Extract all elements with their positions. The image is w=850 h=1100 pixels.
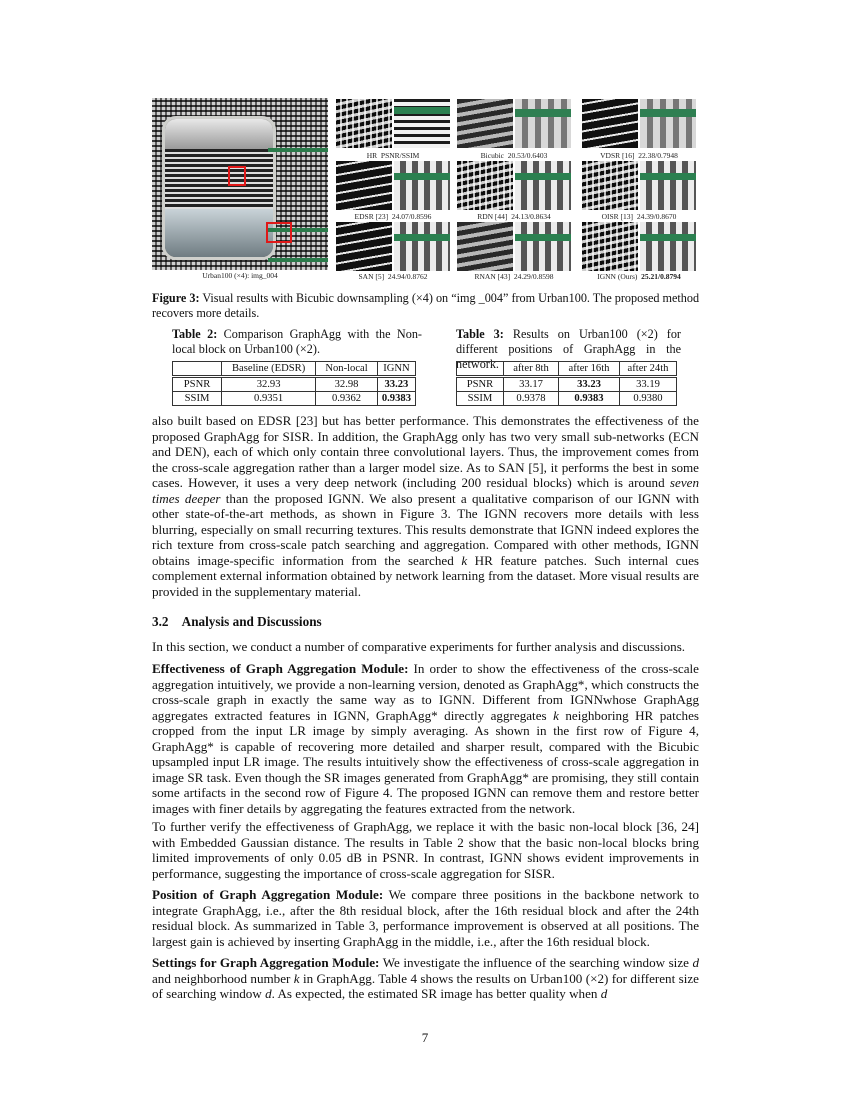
patch-vdsr-green: [640, 99, 696, 148]
panel-caption-oisr: OISR [13] 24.39/0.8670: [601, 212, 677, 221]
table-cell: 0.9362: [316, 392, 378, 406]
table-cell-best: 0.9383: [559, 392, 620, 406]
overview-caption: Urban100 (×4): img_004: [202, 271, 278, 280]
paragraph-position: Position of Graph Aggregation Module: We compare three positions in the backbone network to integrate GraphAgg, i.e., after the 8th residual block, after the 16th residual block and after the 24th residual block. As summarized in Table 3, performance improvement is observed at all positions. The largest gain is achieved by inserting GraphAgg in the middle, i.e., after the 16th residual block.: [152, 887, 699, 949]
patch-san-texture: [336, 222, 392, 271]
patch-oisr-texture: [582, 161, 638, 210]
patch-ignn-texture: [582, 222, 638, 271]
table-cell: 32.93: [222, 377, 316, 392]
panel-caption-rdn: RDN [44] 24.13/0.8634: [477, 212, 551, 221]
paragraph-results: also built based on EDSR [23] but has better performance. This demonstrates the effectiveness of the proposed GraphAgg for SISR. In addition, the GraphAgg only has two very small sub-networks (ECN and DEN), each of which only contain three convolutional layers. Thus, the improvement comes from the cross-scale aggregation rather than a larger model size. As to SAN [5], it performs the best in some cases. However, it uses a very deep network (including 200 residual blocks) which is around seven times deeper than the proposed IGNN. We also present a qualitative comparison of our IGNN with other state-of-the-art methods, as shown in Figure 3. The IGNN recovers more details with less blurring, especially on small recurring textures. This results demonstrate that IGNN indeed explores the rich texture from cross-scale patch searching and aggregation. Compared with other methods, IGNN obtains image-specific information from the searched k HR feature patches. Such internal cues complement external information obtained by network learning from the dataset. More visual results are provided in the supplementary material.: [152, 413, 699, 599]
row-label: PSNR: [457, 377, 504, 392]
patch-oisr-green: [640, 161, 696, 210]
table-header-cell: IGNN: [377, 362, 415, 377]
table-row: [457, 392, 677, 406]
patch-bicubic-green: [515, 99, 571, 148]
panel-caption-hr: HR PSNR/SSIM: [366, 151, 420, 160]
table-header-cell: after 8th: [504, 362, 559, 377]
table-header-cell: after 24th: [620, 362, 677, 377]
table-cell: 32.98: [316, 377, 378, 392]
patch-rnan-green: [515, 222, 571, 271]
paragraph-effectiveness: Effectiveness of Graph Aggregation Module: In order to show the effectiveness of the cross-scale aggregation intuitively, we provide a non-learning version, denoted as GraphAgg*, which constructs the cross-scale graph in exactly the same way as to IGNN. Different from IGNNwhose GraphAgg aggregates extracted features in IGNN, GraphAgg* directly aggregates k neighboring HR patches cropped from the input LR image by simply averaging. As shown in the first row of Figure 4, GraphAgg* is capable of recovering more detailed and sharper result, compared with the Bicubic upsampled input LR image. The results intuitively show the effectiveness of cross-scale aggregation in image SR task. Even though the SR images generated from GraphAgg* are promising, they still contain some artifacts in the second row of Figure 4. The proposed IGNN can remove them and restore better images with finer details by aggregating the features extracted from the network.: [152, 661, 699, 816]
patch-bicubic-texture: [457, 99, 513, 148]
paragraph-intro: In this section, we conduct a number of comparative experiments for further analysis and discussions.: [152, 639, 686, 654]
patch-rnan-texture: [457, 222, 513, 271]
table-cell: 0.9380: [620, 392, 677, 406]
table-cell: 33.17: [504, 377, 559, 392]
table-cell-best: 33.23: [559, 377, 620, 392]
patch-vdsr-texture: [582, 99, 638, 148]
paragraph-nonlocal: To further verify the effectiveness of GraphAgg, we replace it with the basic non-local block [36, 24] with Embedded Gaussian distance. The results in Table 2 show that the basic non-local blocks bring limited improvements of only 0.05 dB in PSNR. In contrast, IGNN shows evident improvements in performance, suggesting the importance of cross-scale aggregation for SISR.: [152, 819, 699, 881]
table-cell: 0.9378: [504, 392, 559, 406]
table-3: [456, 361, 677, 406]
table-header-cell: [457, 362, 504, 377]
table-cell-best: 33.23: [377, 377, 415, 392]
page-number: 7: [421, 1030, 429, 1045]
zoom-region-box: [266, 222, 292, 243]
patch-san-green: [394, 222, 450, 271]
row-label: SSIM: [173, 392, 222, 406]
urban100-overview-image: [152, 98, 328, 270]
table-cell: 0.9351: [222, 392, 316, 406]
patch-hr-texture: [336, 99, 392, 148]
table-row: [457, 377, 677, 392]
section-heading: 3.2 Analysis and Discussions: [152, 614, 322, 629]
table-row: [173, 377, 416, 392]
panel-caption-vdsr: VDSR [16] 22.38/0.7948: [600, 151, 678, 160]
panel-caption-rnan: RNAN [43] 24.29/0.8598: [474, 272, 554, 281]
panel-caption-ignn: IGNN (Ours) 25.21/0.8794: [597, 272, 681, 281]
patch-edsr-texture: [336, 161, 392, 210]
table-header-row: [173, 362, 416, 377]
figure-3-caption: Figure 3: Visual results with Bicubic downsampling (×4) on “img _004” from Urban100. The proposed method recovers more details.: [152, 291, 700, 320]
zoom-region-box: [228, 166, 246, 186]
row-label: PSNR: [173, 377, 222, 392]
table-2-caption: Table 2: Comparison GraphAgg with the Non-local block on Urban100 (×2).: [172, 327, 422, 356]
panel-caption-bicubic: Bicubic 20.53/0.6403: [480, 151, 548, 160]
mirror-region: [162, 116, 276, 260]
table-row: [173, 392, 416, 406]
table-header-cell: Baseline (EDSR): [222, 362, 316, 377]
figure-3: [152, 98, 699, 281]
patch-rdn-green: [515, 161, 571, 210]
table-header-cell: after 16th: [559, 362, 620, 377]
table-cell-best: 0.9383: [377, 392, 415, 406]
table-2: [172, 361, 416, 406]
row-label: SSIM: [457, 392, 504, 406]
patch-rdn-texture: [457, 161, 513, 210]
patch-ignn-green: [640, 222, 696, 271]
table-3-caption: Table 3: Results on Urban100 (×2) for different positions of GraphAgg in the network.: [456, 327, 681, 371]
table-header-row: [457, 362, 677, 377]
panel-caption-san: SAN [5] 24.94/0.8762: [358, 272, 428, 281]
table-header-cell: Non-local: [316, 362, 378, 377]
table-cell: 33.19: [620, 377, 677, 392]
patch-edsr-green: [394, 161, 450, 210]
paragraph-settings: Settings for Graph Aggregation Module: We investigate the influence of the searching window size d and neighborhood number k in GraphAgg. Table 4 shows the results on Urban100 (×2) for different size of searching window d. As expected, the estimated SR image has better quality when d: [152, 955, 699, 1001]
table-header-cell: [173, 362, 222, 377]
panel-caption-edsr: EDSR [23] 24.07/0.8596: [354, 212, 432, 221]
patch-hr-green: [394, 99, 450, 148]
